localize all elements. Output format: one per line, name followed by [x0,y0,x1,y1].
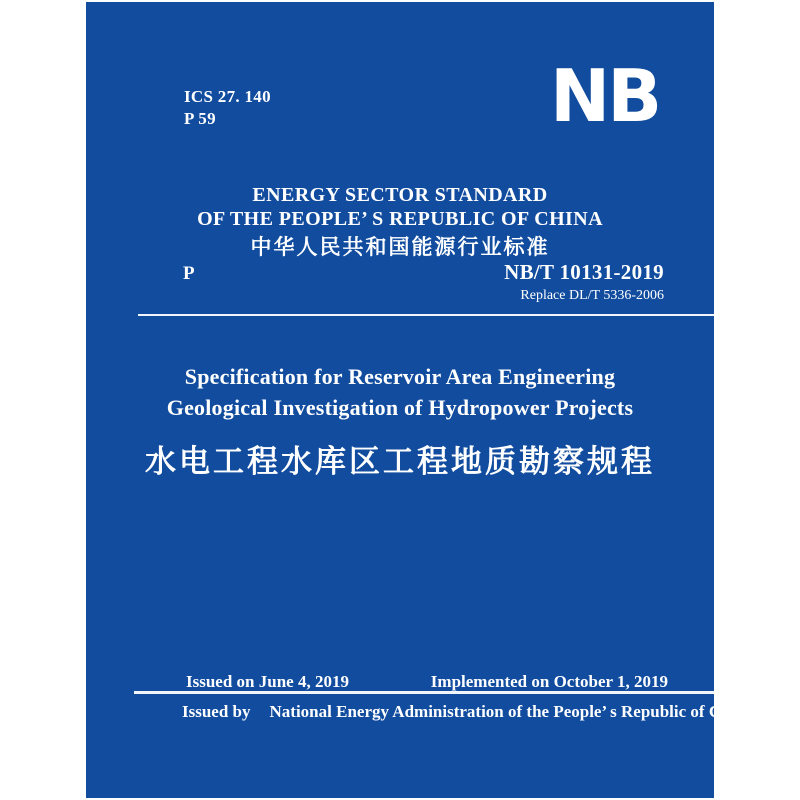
header-line-1: ENERGY SECTOR STANDARD [252,184,548,206]
p-code: P 59 [184,109,216,128]
title-english-line-2: Geological Investigation of Hydropower Projects [166,395,634,420]
standard-number: NB/T 10131-2019 [504,260,664,284]
standard-number-block [504,260,664,304]
doc-class-letter: P [183,263,195,284]
issued-by-row [182,702,753,722]
header-line-2: OF THE PEOPLE’ S REPUBLIC OF CHINA [197,208,603,230]
dates-row [186,672,668,692]
issued-by-authority: National Energy Administration of the People’ s Republic of China [269,702,754,721]
standard-cover [86,2,754,798]
standard-header [86,183,714,260]
title-chinese: 水电工程水库区工程地质勘察规程 [145,444,655,479]
issued-date: Issued on June 4, 2019 [186,672,349,691]
horizontal-rule-top [138,314,714,316]
ics-code: ICS 27. 140 [184,87,271,106]
issued-by-label: Issued by [182,702,251,721]
implemented-date: Implemented on October 1, 2019 [430,672,668,691]
title-english-line-1: Specification for Reservoir Area Engineering [184,364,616,389]
header-line-chinese: 中华人民共和国能源行业标准 [250,235,550,259]
replaced-standard: Replace DL/T 5336-2006 [520,288,664,303]
nb-logo: NB [550,54,660,138]
title-block [86,361,714,481]
horizontal-rule-bottom [134,691,714,694]
classification-codes [184,86,271,130]
